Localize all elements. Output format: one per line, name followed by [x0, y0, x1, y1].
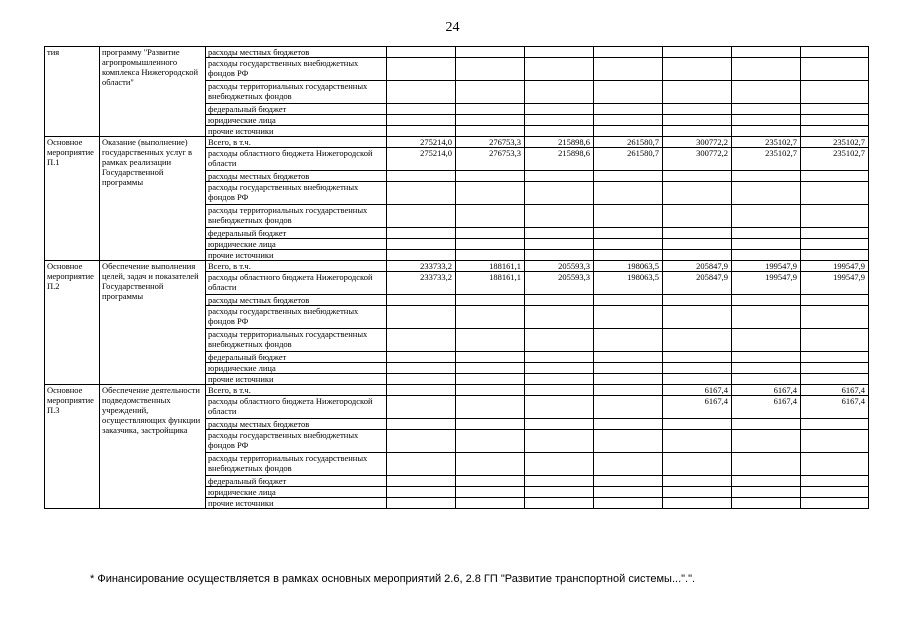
- value-cell: 198063,5: [594, 272, 663, 295]
- value-cell: [732, 476, 801, 487]
- value-cell: [525, 104, 594, 115]
- measure-description: Обеспечение выполнения целей, задач и показателей Государственной программы: [100, 261, 206, 385]
- value-cell: [456, 476, 525, 487]
- value-cell: [594, 498, 663, 509]
- value-cell: 6167,4: [732, 385, 801, 396]
- measure-description: программу "Развитие агропромышленного комплекса Нижегородской области": [100, 47, 206, 137]
- value-cell: [594, 396, 663, 419]
- source-label: юридические лица: [206, 487, 387, 498]
- value-cell: [663, 374, 732, 385]
- value-cell: 276753,3: [456, 137, 525, 148]
- value-cell: [801, 126, 869, 137]
- source-label: расходы областного бюджета Нижегородской области: [206, 148, 387, 171]
- value-cell: [732, 430, 801, 453]
- source-label: расходы местных бюджетов: [206, 295, 387, 306]
- value-cell: [594, 476, 663, 487]
- value-cell: [525, 47, 594, 58]
- value-cell: [387, 228, 456, 239]
- total-label: Всего, в т.ч.: [206, 261, 387, 272]
- value-cell: [456, 396, 525, 419]
- value-cell: [456, 104, 525, 115]
- value-cell: [663, 228, 732, 239]
- value-cell: [456, 295, 525, 306]
- value-cell: [594, 363, 663, 374]
- value-cell: [663, 115, 732, 126]
- value-cell: [387, 104, 456, 115]
- value-cell: [732, 126, 801, 137]
- value-cell: [801, 182, 869, 205]
- value-cell: 261580,7: [594, 137, 663, 148]
- value-cell: [525, 374, 594, 385]
- source-label: расходы территориальных государственных внебюджетных фондов: [206, 453, 387, 476]
- value-cell: [594, 126, 663, 137]
- value-cell: [456, 385, 525, 396]
- value-cell: [663, 329, 732, 352]
- value-cell: [594, 115, 663, 126]
- value-cell: [456, 419, 525, 430]
- value-cell: [801, 374, 869, 385]
- value-cell: [663, 430, 732, 453]
- value-cell: 6167,4: [801, 396, 869, 419]
- value-cell: [732, 498, 801, 509]
- source-label: расходы местных бюджетов: [206, 171, 387, 182]
- value-cell: [387, 430, 456, 453]
- value-cell: [456, 126, 525, 137]
- value-cell: [525, 363, 594, 374]
- value-cell: [525, 250, 594, 261]
- value-cell: [732, 306, 801, 329]
- value-cell: [387, 295, 456, 306]
- value-cell: [594, 239, 663, 250]
- value-cell: [732, 205, 801, 228]
- value-cell: [456, 228, 525, 239]
- source-label: расходы территориальных государственных внебюджетных фондов: [206, 329, 387, 352]
- value-cell: [456, 363, 525, 374]
- value-cell: [801, 363, 869, 374]
- value-cell: [594, 453, 663, 476]
- value-cell: [525, 115, 594, 126]
- value-cell: [663, 453, 732, 476]
- value-cell: [525, 295, 594, 306]
- value-cell: [525, 385, 594, 396]
- value-cell: [594, 205, 663, 228]
- value-cell: [663, 476, 732, 487]
- value-cell: [801, 498, 869, 509]
- value-cell: 205593,3: [525, 272, 594, 295]
- table-row: [45, 261, 869, 272]
- value-cell: [456, 329, 525, 352]
- source-label: прочие источники: [206, 498, 387, 509]
- value-cell: 6167,4: [663, 396, 732, 419]
- value-cell: [387, 126, 456, 137]
- value-cell: [387, 329, 456, 352]
- value-cell: [456, 205, 525, 228]
- value-cell: [387, 352, 456, 363]
- value-cell: [525, 352, 594, 363]
- value-cell: [801, 239, 869, 250]
- value-cell: 235102,7: [732, 148, 801, 171]
- value-cell: [663, 81, 732, 104]
- value-cell: [594, 47, 663, 58]
- value-cell: 205847,9: [663, 272, 732, 295]
- value-cell: 6167,4: [732, 396, 801, 419]
- value-cell: 199547,9: [801, 272, 869, 295]
- value-cell: 199547,9: [732, 261, 801, 272]
- value-cell: [387, 476, 456, 487]
- source-label: расходы государственных внебюджетных фондов РФ: [206, 182, 387, 205]
- value-cell: 188161,1: [456, 261, 525, 272]
- value-cell: [663, 498, 732, 509]
- source-label: юридические лица: [206, 363, 387, 374]
- value-cell: [801, 205, 869, 228]
- source-label: расходы государственных внебюджетных фондов РФ: [206, 306, 387, 329]
- measure-title: Основное мероприятие П.3: [45, 385, 100, 509]
- value-cell: 6167,4: [663, 385, 732, 396]
- value-cell: [387, 306, 456, 329]
- value-cell: [732, 182, 801, 205]
- value-cell: [594, 81, 663, 104]
- value-cell: [594, 58, 663, 81]
- value-cell: [525, 487, 594, 498]
- value-cell: [387, 453, 456, 476]
- value-cell: [663, 47, 732, 58]
- value-cell: [732, 104, 801, 115]
- value-cell: [456, 352, 525, 363]
- value-cell: [387, 250, 456, 261]
- value-cell: [387, 419, 456, 430]
- value-cell: [663, 126, 732, 137]
- value-cell: [387, 115, 456, 126]
- value-cell: [456, 453, 525, 476]
- value-cell: 188161,1: [456, 272, 525, 295]
- value-cell: [663, 104, 732, 115]
- value-cell: 275214,0: [387, 148, 456, 171]
- value-cell: [801, 58, 869, 81]
- measure-title: Основное мероприятие П.1: [45, 137, 100, 261]
- value-cell: [456, 374, 525, 385]
- value-cell: 198063,5: [594, 261, 663, 272]
- value-cell: 235102,7: [732, 137, 801, 148]
- value-cell: [387, 58, 456, 81]
- value-cell: [387, 47, 456, 58]
- value-cell: [732, 171, 801, 182]
- value-cell: [801, 81, 869, 104]
- value-cell: 300772,2: [663, 137, 732, 148]
- value-cell: [732, 329, 801, 352]
- value-cell: [732, 58, 801, 81]
- value-cell: [732, 487, 801, 498]
- value-cell: [732, 115, 801, 126]
- source-label: расходы государственных внебюджетных фондов РФ: [206, 58, 387, 81]
- value-cell: [801, 329, 869, 352]
- value-cell: [387, 498, 456, 509]
- page-number: 24: [445, 20, 460, 35]
- value-cell: [732, 228, 801, 239]
- source-label: расходы местных бюджетов: [206, 47, 387, 58]
- value-cell: [801, 352, 869, 363]
- table-row: [45, 385, 869, 396]
- value-cell: [732, 81, 801, 104]
- value-cell: [801, 306, 869, 329]
- source-label: юридические лица: [206, 115, 387, 126]
- value-cell: [525, 81, 594, 104]
- value-cell: [387, 205, 456, 228]
- value-cell: 205593,3: [525, 261, 594, 272]
- value-cell: 235102,7: [801, 148, 869, 171]
- value-cell: [525, 58, 594, 81]
- value-cell: [663, 239, 732, 250]
- value-cell: [732, 419, 801, 430]
- value-cell: [387, 385, 456, 396]
- value-cell: [525, 228, 594, 239]
- value-cell: [732, 352, 801, 363]
- source-label: расходы областного бюджета Нижегородской области: [206, 272, 387, 295]
- value-cell: [663, 250, 732, 261]
- value-cell: [594, 385, 663, 396]
- value-cell: [456, 239, 525, 250]
- total-label: Всего, в т.ч.: [206, 137, 387, 148]
- value-cell: [801, 104, 869, 115]
- value-cell: [456, 250, 525, 261]
- value-cell: [525, 419, 594, 430]
- value-cell: [594, 487, 663, 498]
- value-cell: [387, 396, 456, 419]
- value-cell: [525, 453, 594, 476]
- value-cell: 199547,9: [801, 261, 869, 272]
- value-cell: 215898,6: [525, 137, 594, 148]
- value-cell: [456, 182, 525, 205]
- value-cell: [663, 171, 732, 182]
- value-cell: [663, 205, 732, 228]
- value-cell: 205847,9: [663, 261, 732, 272]
- value-cell: [594, 182, 663, 205]
- value-cell: [663, 352, 732, 363]
- value-cell: [594, 329, 663, 352]
- value-cell: [525, 430, 594, 453]
- source-label: федеральный бюджет: [206, 476, 387, 487]
- value-cell: [732, 295, 801, 306]
- value-cell: [663, 306, 732, 329]
- value-cell: [663, 419, 732, 430]
- value-cell: [732, 239, 801, 250]
- value-cell: [456, 487, 525, 498]
- value-cell: [732, 47, 801, 58]
- value-cell: [732, 250, 801, 261]
- value-cell: [663, 363, 732, 374]
- value-cell: [801, 47, 869, 58]
- value-cell: [525, 306, 594, 329]
- value-cell: [663, 182, 732, 205]
- source-label: прочие источники: [206, 374, 387, 385]
- source-label: расходы государственных внебюджетных фондов РФ: [206, 430, 387, 453]
- value-cell: [525, 329, 594, 352]
- value-cell: [525, 498, 594, 509]
- value-cell: [525, 171, 594, 182]
- value-cell: [594, 419, 663, 430]
- table-row: [45, 47, 869, 58]
- value-cell: 276753,3: [456, 148, 525, 171]
- value-cell: [525, 239, 594, 250]
- value-cell: [801, 115, 869, 126]
- value-cell: [387, 374, 456, 385]
- value-cell: [594, 228, 663, 239]
- source-label: прочие источники: [206, 250, 387, 261]
- source-label: федеральный бюджет: [206, 228, 387, 239]
- value-cell: [801, 171, 869, 182]
- source-label: расходы областного бюджета Нижегородской области: [206, 396, 387, 419]
- value-cell: [801, 228, 869, 239]
- value-cell: [456, 81, 525, 104]
- value-cell: [456, 115, 525, 126]
- measure-description: Обеспечение деятельности подведомственных учреждений, осуществляющих функции заказчика, застройщика: [100, 385, 206, 509]
- value-cell: [387, 182, 456, 205]
- value-cell: [801, 430, 869, 453]
- value-cell: [456, 498, 525, 509]
- value-cell: [594, 352, 663, 363]
- value-cell: 199547,9: [732, 272, 801, 295]
- total-label: Всего, в т.ч.: [206, 385, 387, 396]
- value-cell: 235102,7: [801, 137, 869, 148]
- value-cell: [387, 487, 456, 498]
- value-cell: [456, 47, 525, 58]
- source-label: юридические лица: [206, 239, 387, 250]
- value-cell: [387, 81, 456, 104]
- measure-title: тия: [45, 47, 100, 137]
- value-cell: [663, 58, 732, 81]
- value-cell: [525, 182, 594, 205]
- value-cell: 6167,4: [801, 385, 869, 396]
- value-cell: [801, 419, 869, 430]
- value-cell: [801, 295, 869, 306]
- value-cell: [732, 453, 801, 476]
- value-cell: 233733,2: [387, 272, 456, 295]
- source-label: расходы территориальных государственных внебюджетных фондов: [206, 205, 387, 228]
- value-cell: [387, 171, 456, 182]
- source-label: расходы местных бюджетов: [206, 419, 387, 430]
- table-row: [45, 137, 869, 148]
- value-cell: [456, 306, 525, 329]
- value-cell: [663, 295, 732, 306]
- value-cell: [594, 374, 663, 385]
- value-cell: [801, 487, 869, 498]
- value-cell: 233733,2: [387, 261, 456, 272]
- value-cell: [594, 104, 663, 115]
- value-cell: [594, 171, 663, 182]
- footnote: * Финансирование осуществляется в рамках основных мероприятий 2.6, 2.8 ГП "Развитие транспортной системы...".".: [90, 573, 696, 585]
- value-cell: [525, 205, 594, 228]
- value-cell: [456, 171, 525, 182]
- value-cell: [387, 239, 456, 250]
- value-cell: [456, 430, 525, 453]
- value-cell: [801, 476, 869, 487]
- source-label: прочие источники: [206, 126, 387, 137]
- value-cell: [594, 250, 663, 261]
- value-cell: 215898,6: [525, 148, 594, 171]
- measure-title: Основное мероприятие П.2: [45, 261, 100, 385]
- value-cell: [732, 374, 801, 385]
- value-cell: 300772,2: [663, 148, 732, 171]
- source-label: расходы территориальных государственных внебюджетных фондов: [206, 81, 387, 104]
- value-cell: [594, 430, 663, 453]
- measure-description: Оказание (выполнение) государственных услуг в рамках реализации Государственной программы: [100, 137, 206, 261]
- value-cell: [525, 126, 594, 137]
- value-cell: 275214,0: [387, 137, 456, 148]
- value-cell: [594, 295, 663, 306]
- value-cell: [663, 487, 732, 498]
- value-cell: [525, 396, 594, 419]
- value-cell: [525, 476, 594, 487]
- value-cell: [801, 250, 869, 261]
- value-cell: [801, 453, 869, 476]
- value-cell: [594, 306, 663, 329]
- financing-table: [44, 46, 869, 509]
- value-cell: [387, 363, 456, 374]
- value-cell: [456, 58, 525, 81]
- source-label: федеральный бюджет: [206, 352, 387, 363]
- value-cell: 261580,7: [594, 148, 663, 171]
- value-cell: [732, 363, 801, 374]
- source-label: федеральный бюджет: [206, 104, 387, 115]
